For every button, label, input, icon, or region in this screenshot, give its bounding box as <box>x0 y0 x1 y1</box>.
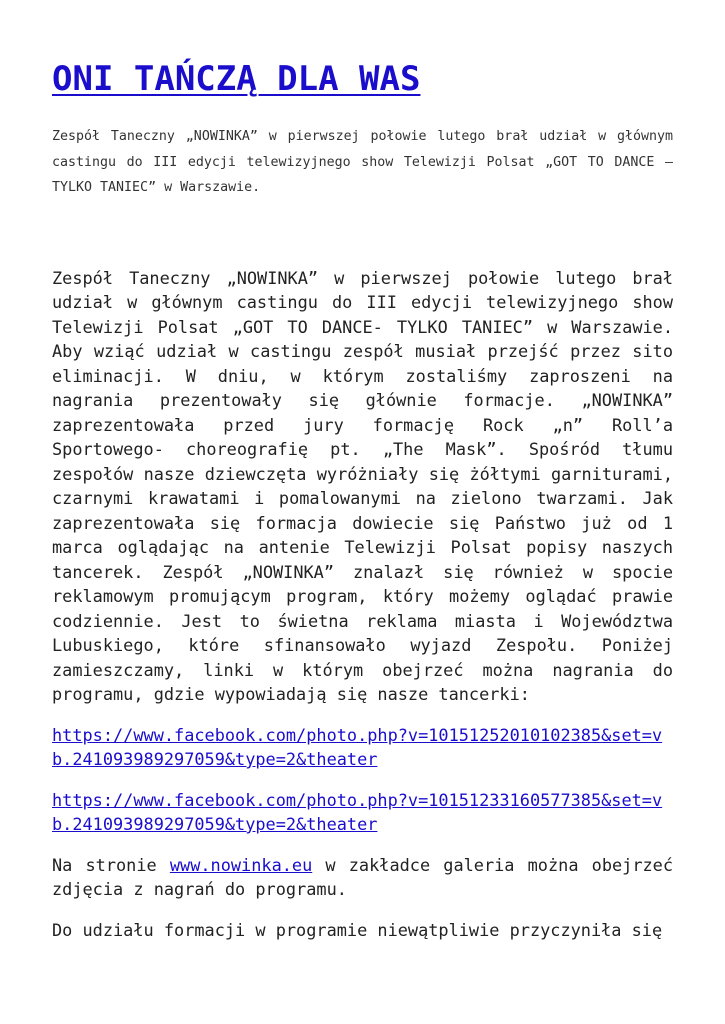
article <box>52 55 673 942</box>
gallery-paragraph <box>52 853 673 902</box>
article-lead: Zespół Taneczny „NOWINKA” w pierwszej połowie lutego brał udział w głównym castingu do III edycji telewizyjnego show Telewizji Polsat „GOT TO DANCE – TYLKO TANIEC” w Warszawie. <box>52 129 673 195</box>
closing-paragraph: Do udziału formacji w programie niewątpliwie przyczyniła się <box>52 919 663 940</box>
video-link-paragraph-2 <box>52 788 673 837</box>
article-body: Zespół Taneczny „NOWINKA” w pierwszej połowie lutego brał udział w głównym castingu do III edycji telewizyjnego show Telewizji Polsat „GOT TO DANCE- TYLKO TANIEC” w Warszawie. Aby wziąć udział w castingu zespół musiał przejść przez sito eliminacji. W dniu, w którym zostaliśmy zaproszeni na nagrania prezentowały się głównie formacje. „NOWINKA” zaprezentowała przed jury formację Rock „n” Roll’a Sportowego- choreografię pt. „The Mask”. Spośród tłumu zespołów nasze dziewczęta wyróżniały się żółtymi garniturami, czarnymi krawatami i pomalowanymi na zielono twarzami. Jak zaprezentowała się formacja dowiecie się Państwo już od 1 marca oglądając na antenie Telewizji Polsat popisy naszych tancerek. Zespół „NOWINKA” znalazł się również w spocie reklamowym promującym program, który możemy oglądać prawie codziennie. Jest to świetna reklama miasta i Województwa Lubuskiego, które sfinansowało wyjazd Zespołu. Poniżej zamieszczamy, linki w którym obejrzeć można nagrania do programu, gdzie wypowiadają się nasze tancerki: <box>52 267 673 704</box>
video-link-paragraph-1 <box>52 723 673 772</box>
video-link-1[interactable]: https://www.facebook.com/photo.php?v=10151252010102385&set=vb.241093989297059&type=2&theater <box>52 724 663 769</box>
page-title[interactable]: ONI TAŃCZĄ DLA WAS <box>52 59 421 99</box>
nowinka-site-link[interactable]: www.nowinka.eu <box>169 854 313 875</box>
gallery-text-before: Na stronie <box>52 854 170 875</box>
video-link-2[interactable]: https://www.facebook.com/photo.php?v=10151233160577385&set=vb.241093989297059&type=2&theater <box>52 789 663 834</box>
gallery-text-after: w zakładce galeria można obejrzeć zdjęcia z nagrań do programu. <box>52 854 674 899</box>
